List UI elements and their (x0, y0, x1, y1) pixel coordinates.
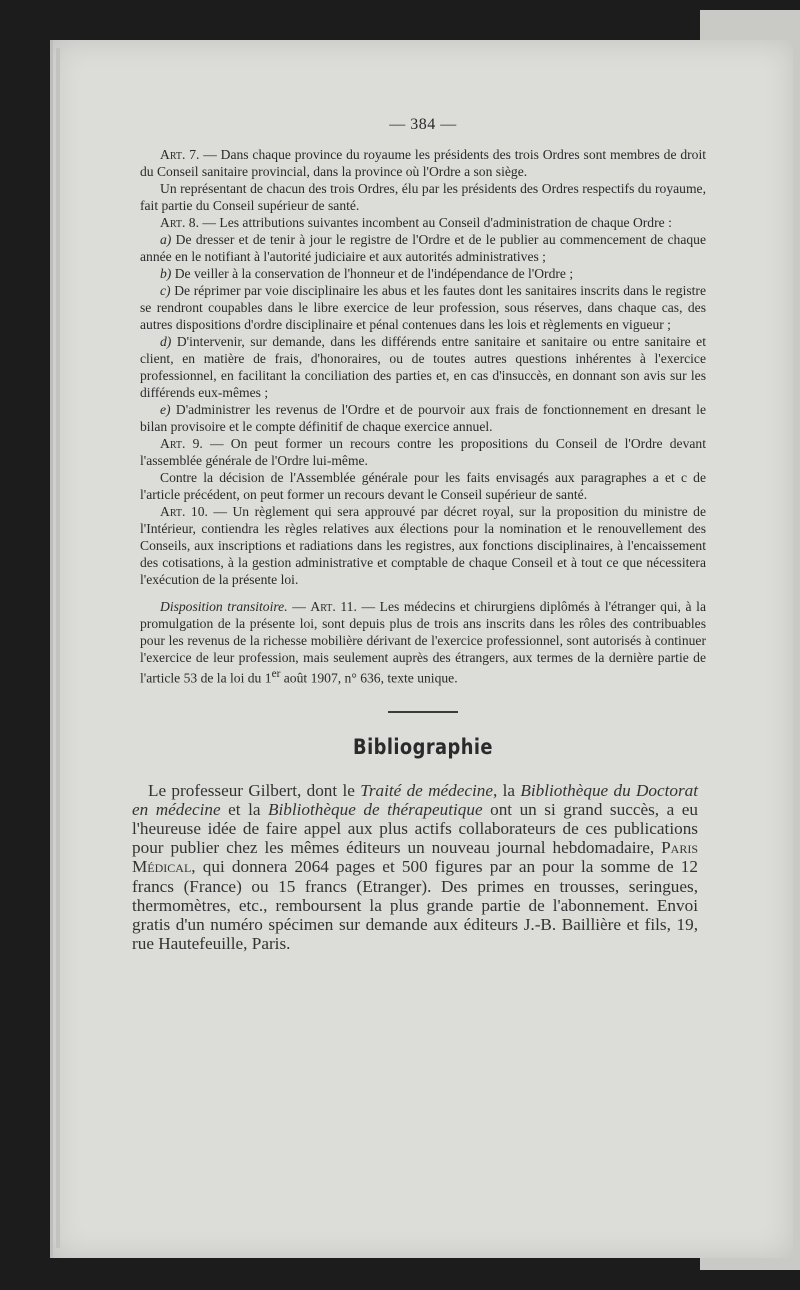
bibliographie-paragraph (132, 781, 698, 954)
article-7 (140, 146, 706, 180)
biblio-title: Traité de médecine (360, 780, 494, 800)
biblio-text: Le professeur Gilbert, dont le (148, 780, 361, 800)
biblio-text: et la (220, 799, 269, 819)
article-8 (140, 214, 706, 231)
article-7-paragraph-2: Un représentant de chacun des trois Ordres, élu par les présidents des Ordres respectifs du royaume, fait partie du Conseil supérieur de santé. (140, 181, 706, 213)
article-8-item-d (140, 333, 706, 401)
article-label: Art. 7. (160, 147, 200, 162)
item-letter: c) (160, 283, 171, 298)
article-8-item-b (140, 265, 706, 282)
article-8-item-c (140, 282, 706, 333)
item-letter: b) (160, 266, 172, 281)
article-10 (140, 503, 706, 588)
article-11: Disposition transitoire. — Art. 11. — Les médecins et chirurgiens diplômés à l'étranger qui, à la promulgation de la présente loi, sont depuis plus de trois ans inscrits dans les rôles des contribuables pour les revenus de la richesse mobilière dérivant de l'exercice professionnel, sont autorisés à continuer l'exercice de leur profession, mais seulement auprès des étrangers, aux termes de la dernière partie de l'article 53 de la loi du 1er août 1907, n° 636, texte unique. (140, 599, 706, 686)
page-binding-edge (56, 48, 60, 1248)
article-text: — Les médecins et chirurgiens diplômés à l'étranger qui, à la promulgation de la présente loi, sont depuis plus de trois ans inscrits dans les rôles des contribuables pour les revenus de la richesse mobilière dérivant de l'exercice professionnel, sont autorisés à continuer l'exercice de leur profession, mais seulement auprès des étrangers, aux termes de la dernière partie de l'article 53 de la loi du 1 (140, 599, 706, 686)
article-text: — Les attributions suivantes incombent au Conseil d'administration de chaque Ordre : (199, 215, 672, 230)
bibliographie-heading: Bibliographie (353, 734, 493, 759)
section-divider (388, 711, 458, 713)
page-content (132, 110, 706, 954)
biblio-text: , la (493, 780, 521, 800)
biblio-text: , qui donnera 2064 pages et 500 figures par an pour la somme de 12 francs (France) ou 15 francs (Etranger). Des primes en trousses, seringues, thermomètres, etc., remboursent la plus grande partie de l'abonnement. Envoi gratis d'un numéro spécimen sur demande aux éditeurs J.-B. Baillière et fils, 19, rue Hautefeuille, Paris. (132, 857, 698, 954)
article-label: Art. 8. (160, 215, 199, 230)
item-text: De veiller à la conservation de l'honneur et de l'indépendance de l'Ordre ; (171, 266, 574, 281)
spacer (140, 588, 706, 598)
article-text: — Un règlement qui sera approuvé par décret royal, sur la proposition du ministre de l'Intérieur, contiendra les règles relatives aux élections pour la nomination et le renouvellement des Conseils, aux inscriptions et radiations dans les registres, aux fonctions disciplinaires, à l'encaissement des cotisations, à la gestion administrative et comptable de chaque Conseil et à tout ce que nécessitera l'exécution de la présente loi. (140, 504, 706, 587)
journal-name: Paris Médical (132, 838, 698, 877)
biblio-title: Bibliothèque de thérapeutique (268, 799, 483, 819)
item-text: D'administrer les revenus de l'Ordre et de pourvoir aux frais de fonctionnement en dresant le bilan provisoire et le compte définitif de chaque exercice annuel. (140, 402, 706, 434)
biblio-title: Bibliothèque du Doctorat en médecine (132, 780, 699, 819)
page-number: — 384 — (389, 116, 457, 133)
article-9 (140, 435, 706, 469)
article-text: — On peut former un recours contre les propositions du Conseil de l'Ordre devant l'assemblée générale de l'Ordre lui-même. (140, 436, 706, 468)
item-letter: a) (160, 232, 172, 247)
article-label: Art. 9. (160, 436, 203, 451)
article-8-item-a (140, 231, 706, 265)
article-text: — Dans chaque province du royaume les présidents des trois Ordres sont membres de droit du Conseil sanitaire provincial, dans la province où l'Ordre a son siège. (140, 147, 706, 179)
item-text: De réprimer par voie disciplinaire les abus et les fautes dont les sanitaires inscrits dans le registre se rendront coupables dans le libre exercice de leur profession, sous réserves, dans chaque cas, des autres dispositions d'ordre disciplinaire et pénal contenues dans les lois et règlements en vigueur ; (140, 283, 706, 332)
article-9-paragraph-2: Contre la décision de l'Assemblée générale pour les faits envisagés aux paragraphes a et c de l'article précédent, on peut former un recours devant le Conseil supérieur de santé. (140, 470, 706, 502)
item-letter: d) (160, 334, 172, 349)
article-8-item-e (140, 401, 706, 435)
ordinal-superscript: er (271, 668, 281, 680)
disposition-label: Disposition transitoire. (160, 599, 288, 614)
biblio-text: ont un si grand succès, a eu l'heureuse idée de faire appel aux plus actifs collaborateurs de ces publications pour publier chez les mêmes éditeurs un nouveau journal hebdomadaire, (132, 799, 698, 858)
item-text: De dresser et de tenir à jour le registre de l'Ordre et de le publier au commencement de chaque année en le notifiant à l'autorité judiciaire et aux autorités administratives ; (140, 232, 706, 264)
item-text: D'intervenir, sur demande, dans les différends entre sanitaire et sanitaire ou entre sanitaire et client, en matière de frais, d'honoraires, ou de toutes autres questions inhérentes à l'exercice professionnel, en facilitant la conciliation des parties et, en cas d'insuccès, en donnant son avis sur les différends eux-mêmes ; (140, 334, 706, 400)
article-label: Art. 10. (160, 504, 208, 519)
item-letter: e) (160, 402, 171, 417)
article-label: Art. 11. (310, 599, 357, 614)
article-text-end: août 1907, n° 636, texte unique. (280, 670, 458, 686)
